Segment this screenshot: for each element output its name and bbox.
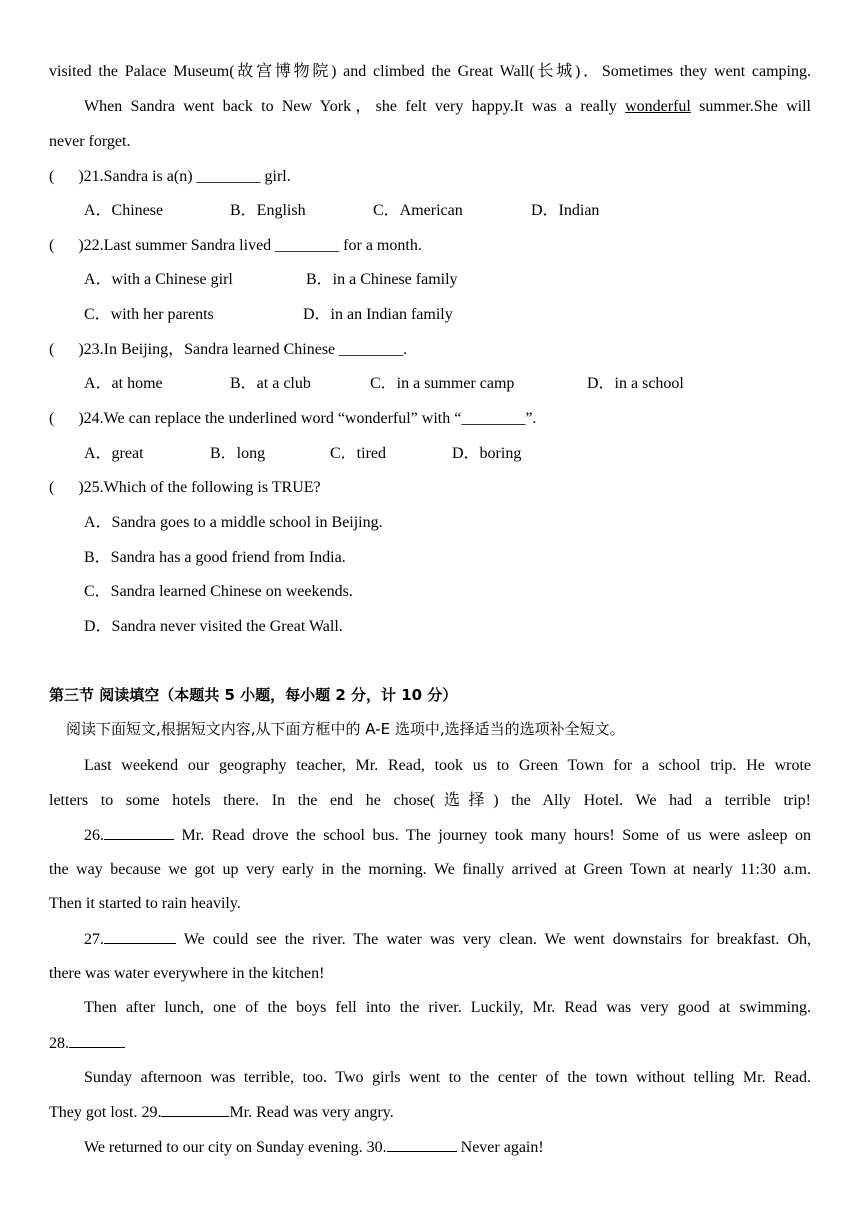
option-23-b: B．at a club <box>230 375 311 392</box>
paragraph-4-line-1: Then after lunch, one of the boys fell into the river. Luckily, Mr. Read was very good at swimming. <box>84 999 811 1016</box>
paragraph-1-line-2: letters to some hotels there. In the end he chose(选择) the Ally Hotel. We had a terrible trip! <box>49 792 811 809</box>
question-25 <box>49 476 321 500</box>
question-stem: 23.In Beijing，Sandra learned Chinese ________. <box>83 341 408 358</box>
blank-30-number: 30. <box>366 1139 387 1156</box>
section-heading: 第三节 阅读填空（本题共 5 小题，每小题 2 分，计 10 分） <box>49 686 458 704</box>
blank-28 <box>69 1031 125 1048</box>
option-24-b: B．long <box>210 445 266 462</box>
question-stem: 25.Which of the following is TRUE? <box>83 479 321 496</box>
option-22-d: D．in an Indian family <box>303 306 453 323</box>
option-21-b: B．English <box>230 202 306 219</box>
paragraph-4-line-2 <box>49 1031 125 1056</box>
paragraph-3-line-2: there was water everywhere in the kitchen! <box>49 965 325 982</box>
paragraph-5-line-1: Sunday afternoon was terrible, too. Two girls went to the center of the town without telling Mr. Read. <box>84 1069 811 1086</box>
question-21 <box>49 165 291 189</box>
blank-27-number: 27. <box>84 931 104 948</box>
option-23-c: C．in a summer camp <box>370 375 515 392</box>
option-23-d: D．in a school <box>587 375 684 392</box>
question-23 <box>49 338 407 362</box>
passage-line-1: visited the Palace Museum(故宫博物院) and climbed the Great Wall(长城)．Sometimes they went camping. <box>49 63 811 80</box>
blank-26 <box>104 823 174 840</box>
passage-line-3: never forget. <box>49 133 131 150</box>
option-21-c: C．American <box>373 202 463 219</box>
option-25-c: C．Sandra learned Chinese on weekends. <box>84 583 353 600</box>
blank-28-number: 28. <box>49 1035 69 1052</box>
option-22-b: B．in a Chinese family <box>306 271 458 288</box>
answer-paren: ( ) <box>49 410 84 427</box>
passage-line-2: When Sandra went back to New York，she felt very happy.It was a really wonderful summer.She will <box>84 98 811 115</box>
underlined-word: wonderful <box>625 98 691 115</box>
option-25-b: B．Sandra has a good friend from India. <box>84 549 346 566</box>
section-instruction: 阅读下面短文,根据短文内容,从下面方框中的 A-E 选项中,选择适当的选项补全短文。 <box>66 720 625 738</box>
blank-27 <box>104 927 176 944</box>
option-21-a: A．Chinese <box>84 202 164 219</box>
paragraph-6: We returned to our city on Sunday evening. 30. Never again! <box>84 1135 544 1160</box>
answer-paren: ( ) <box>49 479 84 496</box>
option-24-c: C．tired <box>330 445 386 462</box>
blank-30 <box>387 1135 457 1152</box>
question-22 <box>49 234 422 258</box>
option-22-a: A．with a Chinese girl <box>84 271 233 288</box>
question-stem: 22.Last summer Sandra lived ________ for a month. <box>83 237 422 254</box>
paragraph-2-line-2: the way because we got up very early in the morning. We finally arrived at Green Town at nearly 11:30 a.m. <box>49 861 811 878</box>
option-22-c: C．with her parents <box>84 306 214 323</box>
paragraph-1-line-1: Last weekend our geography teacher, Mr. Read, took us to Green Town for a school trip. He wrote <box>84 757 811 774</box>
option-23-a: A．at home <box>84 375 163 392</box>
paragraph-2-line-1: 26. Mr. Read drove the school bus. The journey took many hours! Some of us were asleep on <box>84 823 811 848</box>
answer-paren: ( ) <box>49 237 84 254</box>
answer-paren: ( ) <box>49 341 84 358</box>
blank-29-number: 29. <box>141 1104 162 1121</box>
paragraph-5-line-2: They got lost. 29. Mr. Read was very angry. <box>49 1100 394 1125</box>
answer-paren: ( ) <box>49 168 84 185</box>
option-24-a: A．great <box>84 445 144 462</box>
option-25-d: D．Sandra never visited the Great Wall. <box>84 618 343 635</box>
paragraph-2-line-3: Then it started to rain heavily. <box>49 895 241 912</box>
option-21-d: D．Indian <box>531 202 600 219</box>
blank-26-number: 26. <box>84 827 104 844</box>
question-stem: 21.Sandra is a(n) ________ girl. <box>83 168 291 185</box>
blank-29 <box>161 1100 229 1117</box>
paragraph-3-line-1: 27. We could see the river. The water was very clean. We went downstairs for breakfast. Oh, <box>84 927 811 952</box>
question-stem: 24.We can replace the underlined word “wonderful” with “________”. <box>83 410 537 427</box>
option-25-a: A．Sandra goes to a middle school in Beijing. <box>84 514 383 531</box>
question-24 <box>49 407 536 431</box>
option-24-d: D．boring <box>452 445 522 462</box>
